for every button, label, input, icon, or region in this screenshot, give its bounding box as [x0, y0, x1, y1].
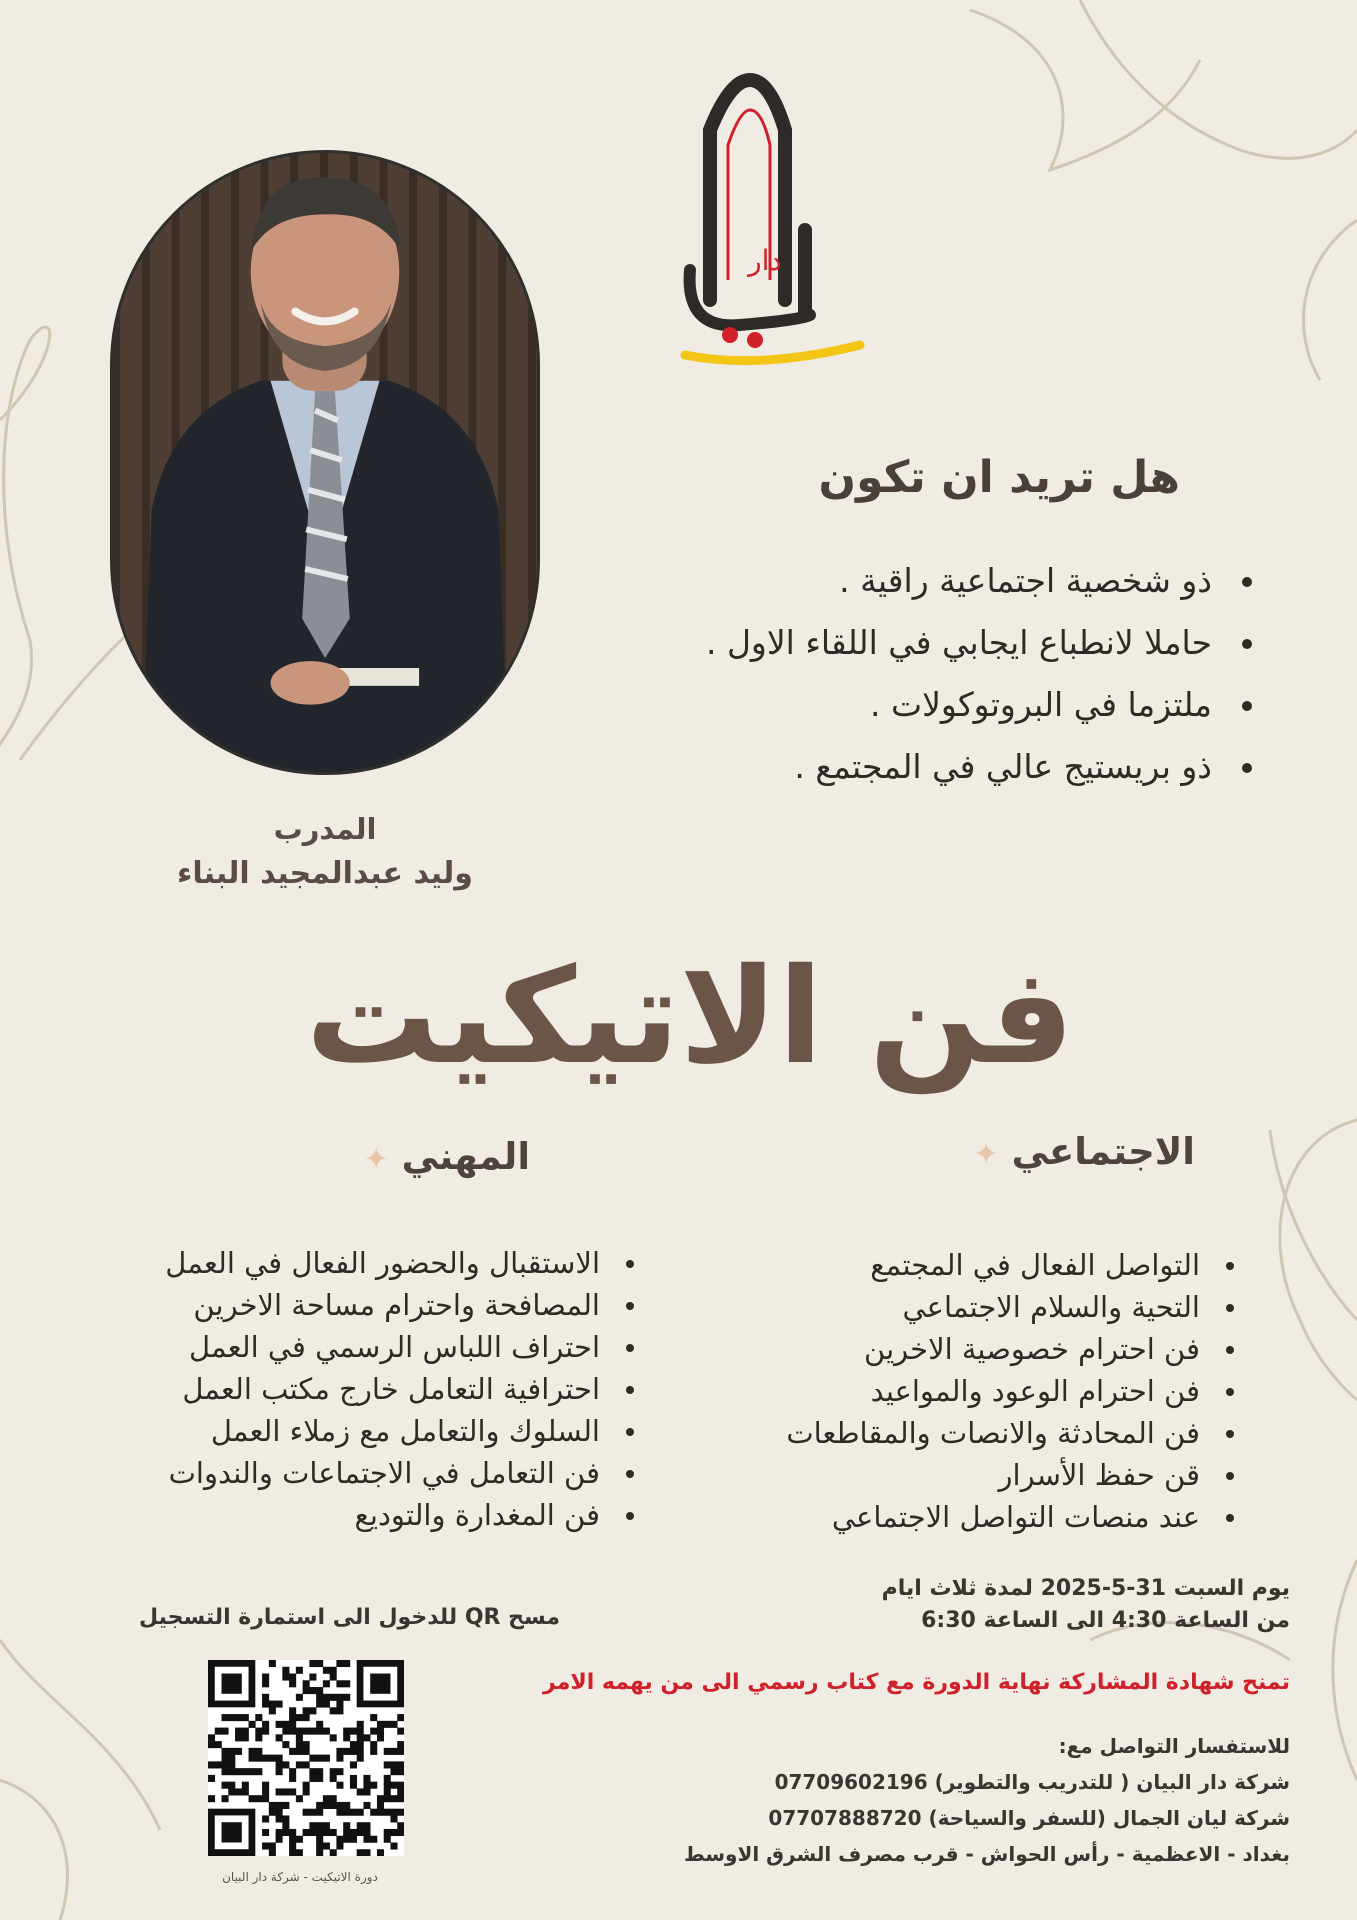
list-item: التحية والسلام الاجتماعي: [660, 1286, 1240, 1328]
social-section-title: الاجتماعي: [1011, 1130, 1195, 1173]
list-item: الاستقبال والحضور الفعال في العمل: [40, 1242, 640, 1284]
trainer-caption: [130, 812, 520, 891]
registration-qr-code[interactable]: [208, 1660, 404, 1856]
certificate-note: تمنح شهادة المشاركة نهاية الدورة مع كتاب رسمي الى من يهمه الامر: [543, 1670, 1290, 1695]
schedule-info: [700, 1573, 1290, 1637]
social-topics-list: [660, 1244, 1240, 1538]
list-item: ذو بريستيج عالي في المجتمع .: [560, 736, 1260, 798]
benefits-list: [560, 550, 1260, 798]
list-item: عند منصات التواصل الاجتماعي: [660, 1496, 1240, 1538]
list-item: فن احترام الوعود والمواعيد: [660, 1370, 1240, 1412]
list-item: ملتزما في البروتوكولات .: [560, 674, 1260, 736]
trainer-name: وليد عبدالمجيد البناء: [177, 856, 473, 891]
list-item: فن المحادثة والانصات والمقاطعات: [660, 1412, 1240, 1454]
list-item: السلوك والتعامل مع زملاء العمل: [40, 1410, 640, 1452]
question-heading: هل تريد ان تكون: [818, 452, 1180, 503]
dar-albayan-logo: [670, 70, 870, 370]
list-item: حاملا لانطباع ايجابي في اللقاء الاول .: [560, 612, 1260, 674]
professional-section-title: المهني: [401, 1135, 530, 1178]
contact-line-1: شركة دار البيان ( للتدريب والتطوير) 07709602196: [774, 1770, 1290, 1794]
schedule-date: يوم السبت 31-5-2025 لمدة ثلاث ايام: [881, 1576, 1290, 1601]
social-section-header: [945, 1130, 1195, 1173]
list-item: فن المغدارة والتوديع: [40, 1494, 640, 1536]
trainer-role: المدرب: [273, 812, 377, 846]
list-item: فن احترام خصوصية الاخرين: [660, 1328, 1240, 1370]
logo-main-text: البيان: [750, 320, 773, 331]
contact-line-2: شركة ليان الجمال (للسفر والسياحة) 07707888720: [768, 1806, 1290, 1830]
professional-topics-list: [40, 1242, 640, 1536]
trainer-portrait: [110, 150, 540, 775]
list-item: التواصل الفعال في المجتمع: [660, 1244, 1240, 1286]
list-item: احترافية التعامل خارج مكتب العمل: [40, 1368, 640, 1410]
sparkle-icon: ✦: [973, 1137, 999, 1172]
list-item: قن حفظ الأسرار: [660, 1454, 1240, 1496]
main-title: فن الاتيكيت: [305, 940, 1075, 1094]
contact-heading: للاستفسار التواصل مع:: [1058, 1734, 1290, 1758]
contact-address: بغداد - الاعظمية - رأس الحواش - قرب مصرف الشرق الاوسط: [683, 1842, 1290, 1866]
qr-footer-text: دورة الاتيكيت - شركة دار البيان: [222, 1870, 378, 1884]
list-item: المصافحة واحترام مساحة الاخرين: [40, 1284, 640, 1326]
list-item: ذو شخصية اجتماعية راقية .: [560, 550, 1260, 612]
list-item: احتراف اللباس الرسمي في العمل: [40, 1326, 640, 1368]
schedule-time: من الساعة 4:30 الى الساعة 6:30: [921, 1608, 1290, 1633]
contact-info: [540, 1728, 1290, 1872]
sparkle-icon: ✦: [363, 1142, 389, 1177]
qr-caption: مسح QR للدخول الى استمارة التسجيل: [138, 1605, 560, 1630]
list-item: فن التعامل في الاجتماعات والندوات: [40, 1452, 640, 1494]
professional-section-header: [330, 1135, 530, 1178]
logo-small-text: دار: [748, 244, 782, 277]
